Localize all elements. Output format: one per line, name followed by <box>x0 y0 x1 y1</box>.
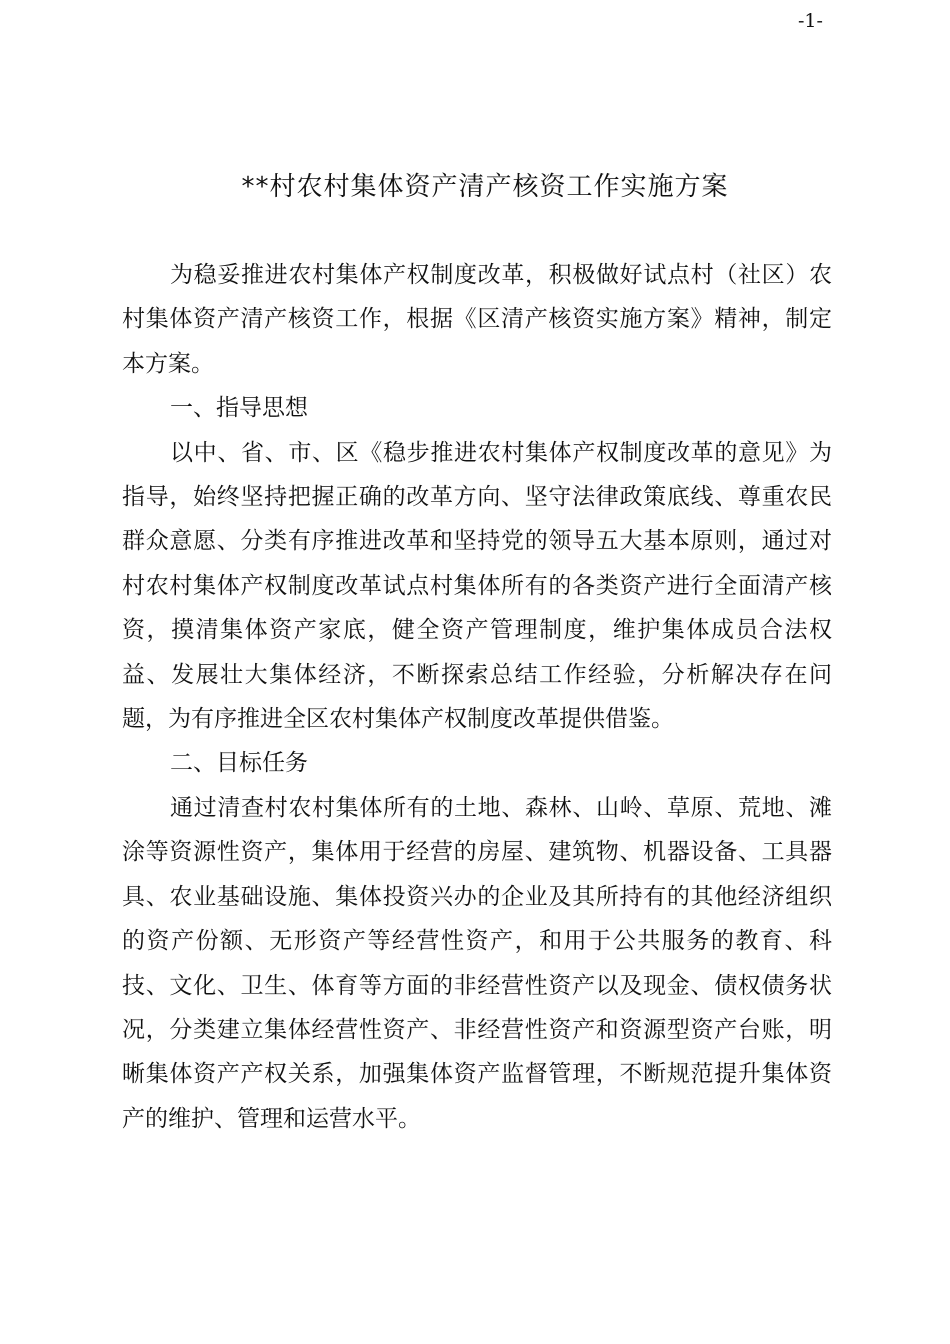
document-body <box>122 253 832 1141</box>
section-heading-guiding-ideology: 一、指导思想 <box>170 395 308 422</box>
page-number: -1- <box>798 10 823 32</box>
objectives-paragraph: 通过清查村农村集体所有的土地、森林、山岭、草原、荒地、滩涂等资源性资产，集体用于经营的房屋、建筑物、机器设备、工具器具、农业基础设施、集体投资兴办的企业及其所持有的其他经济组织的资产份额、无形资产等经营性资产，和用于公共服务的教育、科技、文化、卫生、体育等方面的非经营性资产以及现金、债权债务状况，分类建立集体经营性资产、非经营性资产和资源型资产台账，明晰集体资产产权关系，加强集体资产监督管理，不断规范提升集体资产的维护、管理和运营水平。 <box>122 794 832 1132</box>
intro-paragraph: 为稳妥推进农村集体产权制度改革，积极做好试点村（社区）农村集体资产清产核资工作，根据《区清产核资实施方案》精神，制定本方案。 <box>122 262 832 377</box>
section-heading-objectives: 二、目标任务 <box>170 750 308 777</box>
document-title: **村农村集体资产清产核资工作实施方案 <box>241 172 729 202</box>
guiding-ideology-paragraph: 以中、省、市、区《稳步推进农村集体产权制度改革的意见》为指导，始终坚持把握正确的改革方向、坚守法律政策底线、尊重农民群众意愿、分类有序推进改革和坚持党的领导五大基本原则，通过对村农村集体产权制度改革试点村集体所有的各类资产进行全面清产核资，摸清集体资产家底，健全资产管理制度，维护集体成员合法权益、发展壮大集体经济，不断探索总结工作经验，分析解决存在问题，为有序推进全区农村集体产权制度改革提供借鉴。 <box>122 439 832 733</box>
